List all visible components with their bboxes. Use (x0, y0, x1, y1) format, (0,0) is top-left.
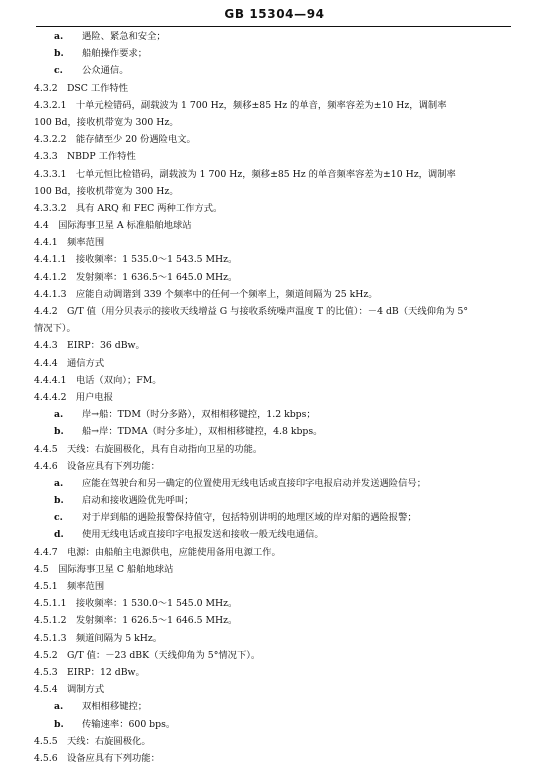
line-text: 公众通信。 (82, 65, 129, 77)
list-item (0, 45, 549, 62)
line-text: 100 Bd，接收机带宽为 300 Hz。 (34, 116, 179, 128)
line-text: 4.4.6 设备应具有下列功能： (34, 460, 160, 472)
list-item-marker: c. (54, 65, 63, 77)
list-item-marker: c. (54, 512, 63, 524)
text-line (0, 148, 549, 165)
list-item (0, 492, 549, 509)
text-line (0, 544, 549, 561)
line-text: 4.5.1.2 发射频率：1 626.5～1 646.5 MHz。 (34, 615, 238, 627)
line-text: 4.4.1 频率范围 (34, 237, 105, 249)
text-line (0, 251, 549, 268)
text-line (0, 647, 549, 664)
line-text: 岸→船：TDM（时分多路），双相相移键控，1.2 kbps； (82, 409, 316, 421)
list-item (0, 62, 549, 79)
line-text: 4.4.1.2 发射频率：1 636.5～1 645.0 MHz。 (34, 271, 238, 283)
line-text: 使用无线电话或直接印字电报发送和接收一般无线电通信。 (82, 529, 324, 541)
line-text: 4.4 国际海事卫星 A 标准船舶地球站 (34, 220, 192, 232)
line-text: 船→岸：TDMA（时分多址），双相相移键控，4.8 kbps。 (82, 426, 323, 438)
line-text: 双相相移键控； (82, 701, 148, 713)
line-text: 4.4.4.1 电话（双向）；FM。 (34, 374, 162, 386)
line-text: 4.5.6 设备应具有下列功能： (34, 752, 160, 764)
page-header (0, 0, 549, 30)
line-text: 4.5.1 频率范围 (34, 581, 105, 592)
list-item (0, 406, 549, 423)
text-line (0, 286, 549, 303)
text-line (0, 200, 549, 217)
list-item (0, 716, 549, 733)
line-text: 4.3.2.2 能存储至少 20 份遇险电文。 (34, 134, 196, 146)
text-line (0, 458, 549, 475)
text-line (0, 750, 549, 767)
line-text: 100 Bd，接收机带宽为 300 Hz。 (34, 185, 179, 197)
text-line (0, 681, 549, 698)
line-text: 4.3.3.1 七单元恒比检错码，副载波为 1 700 Hz，频移±85 Hz 的单音频率容差为±10 Hz，调制率 (34, 168, 456, 180)
standard-number: GB 15304—94 (224, 7, 325, 21)
text-line (0, 131, 549, 148)
list-item-marker: a. (54, 701, 64, 713)
line-text: 4.4.1.1 接收频率：1 535.0～1 543.5 MHz。 (34, 254, 238, 266)
line-text: 4.3.3 NBDP 工作特性 (34, 151, 136, 163)
list-item-marker: b. (54, 718, 64, 730)
line-text: 4.4.4 通信方式 (34, 357, 105, 369)
text-line (0, 269, 549, 286)
line-text: 启动和接收遇险优先呼叫； (82, 495, 194, 507)
text-line (0, 389, 549, 406)
list-item-marker: d. (54, 529, 64, 541)
document-body (0, 28, 549, 767)
text-line (0, 733, 549, 750)
line-text: 遇险、紧急和安全； (82, 31, 166, 42)
line-text: 对于岸到船的遇险报警保持值守，包括特别讲明的地理区域的岸对船的遇险报警； (82, 512, 417, 524)
text-line (0, 166, 549, 183)
line-text: 4.5.4 调制方式 (34, 684, 105, 696)
line-text: 4.3.2.1 十单元检错码，副载波为 1 700 Hz，频移±85 Hz 的单音，频率容差为±10 Hz，调制率 (34, 99, 447, 111)
line-text: 4.5.1.3 频道间隔为 5 kHz。 (34, 632, 163, 644)
line-text: 4.4.4.2 用户电报 (34, 391, 114, 403)
text-line (0, 355, 549, 372)
line-text: 4.5 国际海事卫星 C 船舶地球站 (34, 563, 174, 575)
text-line (0, 664, 549, 681)
list-item (0, 509, 549, 526)
list-item-marker: b. (54, 426, 64, 438)
line-text: 4.4.3 EIRP：36 dBw。 (34, 340, 145, 352)
list-item-marker: a. (54, 409, 64, 421)
text-line (0, 630, 549, 647)
line-text: 船舶操作要求； (82, 48, 148, 60)
line-text: 应能在驾驶台和另一确定的位置使用无线电话或直接印字电报启动并发送遇险信号； (82, 477, 426, 489)
text-line (0, 561, 549, 578)
line-text: 4.4.5 天线：右旋圆极化，具有自动指向卫星的功能。 (34, 443, 263, 455)
list-item (0, 526, 549, 543)
line-text: 4.3.3.2 具有 ARQ 和 FEC 两种工作方式。 (34, 202, 223, 214)
line-text: 4.3.2 DSC 工作特性 (34, 82, 129, 94)
list-item (0, 28, 549, 45)
text-line (0, 612, 549, 629)
line-text: 4.5.1.1 接收频率：1 530.0～1 545.0 MHz。 (34, 598, 238, 610)
text-line (0, 320, 549, 337)
text-line (0, 337, 549, 354)
text-line (0, 441, 549, 458)
list-item-marker: a. (54, 477, 64, 489)
line-text: 4.4.7 电源：由船舶主电源供电，应能使用备用电源工作。 (34, 546, 281, 558)
text-line (0, 217, 549, 234)
list-item-marker: b. (54, 48, 64, 60)
list-item (0, 475, 549, 492)
list-item-marker: a. (54, 31, 64, 42)
line-text: 4.4.1.3 应能自动调谐到 339 个频率中的任何一个频率上，频道间隔为 25 kHz。 (34, 288, 378, 300)
text-line (0, 303, 549, 320)
text-line (0, 595, 549, 612)
line-text: 4.5.5 天线：右旋圆极化。 (34, 735, 151, 747)
line-text: 传输速率：600 bps。 (82, 718, 176, 730)
list-item (0, 423, 549, 440)
text-line (0, 97, 549, 114)
line-text: 4.4.2 G/T 值（用分贝表示的接收天线增益 G 与接收系统噪声温度 T 的比值）：－4 dB（天线仰角为 5° (34, 306, 469, 317)
text-line (0, 114, 549, 131)
text-line (0, 234, 549, 251)
text-line (0, 578, 549, 595)
text-line (0, 183, 549, 200)
line-text: 4.5.2 G/T 值：－23 dBK（天线仰角为 5°情况下）。 (34, 649, 261, 661)
text-line (0, 372, 549, 389)
list-item-marker: b. (54, 495, 64, 507)
line-text: 情况下）。 (34, 323, 76, 335)
header-divider (36, 26, 511, 27)
line-text: 4.5.3 EIRP：12 dBw。 (34, 666, 145, 678)
list-item (0, 698, 549, 715)
text-line (0, 80, 549, 97)
